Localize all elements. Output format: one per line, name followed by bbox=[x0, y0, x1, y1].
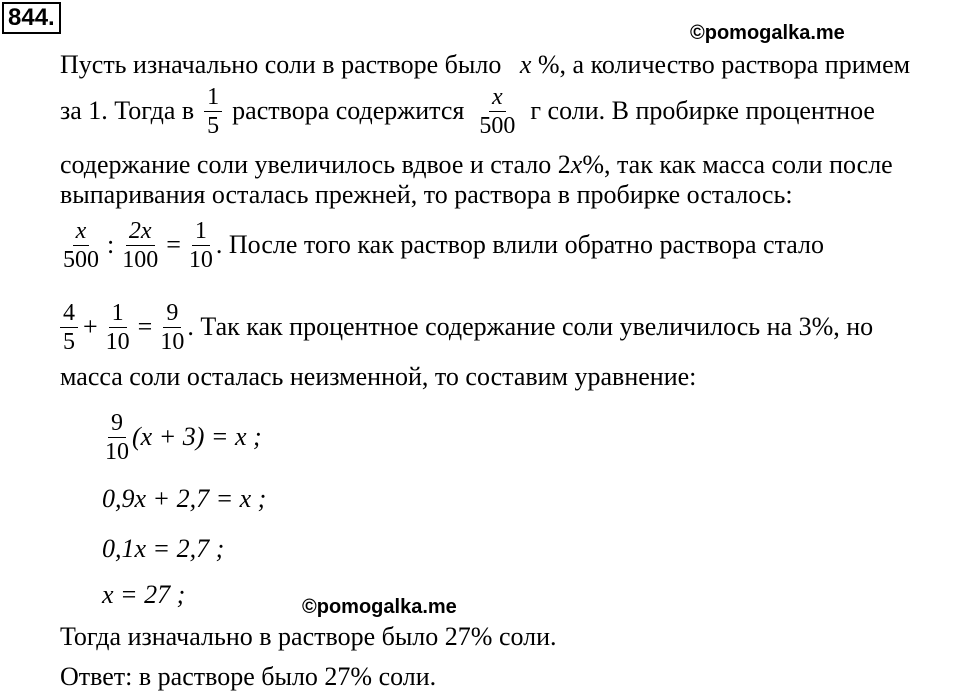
fraction-denominator: 500 bbox=[479, 112, 516, 139]
watermark-top: ©pomogalka.me bbox=[690, 22, 845, 44]
plus-sign: + bbox=[83, 312, 98, 341]
fraction-denominator: 10 bbox=[188, 246, 213, 273]
answer-text: Ответ: в растворе было 27% соли. bbox=[60, 662, 437, 691]
fraction-1-10-b bbox=[103, 300, 133, 355]
text-line-4: выпаривания осталась прежней, то раствора в пробирке осталось: bbox=[60, 180, 793, 209]
line3-var-x: x bbox=[570, 150, 583, 179]
equation-1 bbox=[102, 404, 262, 470]
line1-text-b: %, а количество раствора примем bbox=[537, 50, 911, 79]
text-line-6 bbox=[60, 294, 873, 360]
fraction-numerator: 1 bbox=[204, 84, 222, 112]
fraction-9-10-eq bbox=[102, 410, 132, 465]
fraction-denominator: 5 bbox=[63, 328, 75, 355]
fraction-denominator: 10 bbox=[160, 328, 185, 355]
fraction-denominator: 10 bbox=[105, 438, 129, 465]
line2-text-c: г соли. В пробирке процентное bbox=[530, 96, 875, 125]
text-line-3 bbox=[60, 150, 893, 180]
fraction-denominator: 100 bbox=[122, 246, 159, 273]
equals-sign: = bbox=[166, 230, 181, 259]
line6-text: . Так как процентное содержание соли увеличилось на 3%, но bbox=[187, 312, 874, 341]
watermark-bottom: ©pomogalka.me bbox=[302, 596, 457, 618]
fraction-numerator: 9 bbox=[108, 410, 126, 438]
fraction-numerator: 4 bbox=[60, 300, 78, 328]
fraction-9-10 bbox=[157, 300, 187, 355]
line1-var-x: x bbox=[519, 50, 532, 79]
fraction-1-5 bbox=[204, 84, 222, 139]
fraction-numerator: 2x bbox=[126, 218, 155, 246]
fraction-numerator: x bbox=[73, 218, 90, 246]
equals-sign: = bbox=[137, 312, 153, 341]
fraction-numerator: 1 bbox=[109, 300, 127, 328]
line3-text-a: содержание соли увеличилось вдвое и стало 2 bbox=[60, 150, 571, 179]
equation-3: 0,1x = 2,7 ; bbox=[102, 534, 225, 563]
line2-text-b: раствора содержится bbox=[232, 96, 465, 125]
divide-sign: : bbox=[107, 230, 115, 259]
fraction-x-500-b bbox=[60, 218, 102, 273]
equation-2: 0,9x + 2,7 = x ; bbox=[102, 484, 267, 513]
text-line-7: масса соли осталась неизменной, то составим уравнение: bbox=[60, 362, 697, 391]
problem-number: 844. bbox=[2, 2, 61, 34]
fraction-2x-100 bbox=[119, 218, 161, 273]
fraction-denominator: 5 bbox=[207, 112, 220, 139]
fraction-1-10 bbox=[186, 218, 216, 273]
fraction-numerator: x bbox=[489, 84, 506, 112]
fraction-denominator: 500 bbox=[63, 246, 99, 273]
fraction-numerator: 9 bbox=[163, 300, 181, 328]
fraction-numerator: 1 bbox=[192, 218, 210, 246]
equation-4: x = 27 ; bbox=[102, 580, 186, 609]
line1-text-a: Пусть изначально соли в растворе было bbox=[60, 50, 502, 79]
text-line-1 bbox=[60, 50, 910, 80]
fraction-denominator: 10 bbox=[105, 328, 130, 355]
equation-1-rest: (x + 3) = x ; bbox=[132, 422, 262, 451]
text-line-2 bbox=[60, 78, 875, 144]
line2-text-a: за 1. Тогда в bbox=[60, 96, 195, 125]
text-line-5 bbox=[60, 212, 824, 278]
fraction-x-500 bbox=[476, 84, 518, 139]
conclusion-text: Тогда изначально в растворе было 27% соли. bbox=[60, 622, 557, 651]
fraction-4-5 bbox=[60, 300, 78, 355]
line3-text-b: %, так как масса соли после bbox=[582, 150, 893, 179]
line5-text: . После того как раствор влили обратно раствора стало bbox=[215, 230, 824, 259]
